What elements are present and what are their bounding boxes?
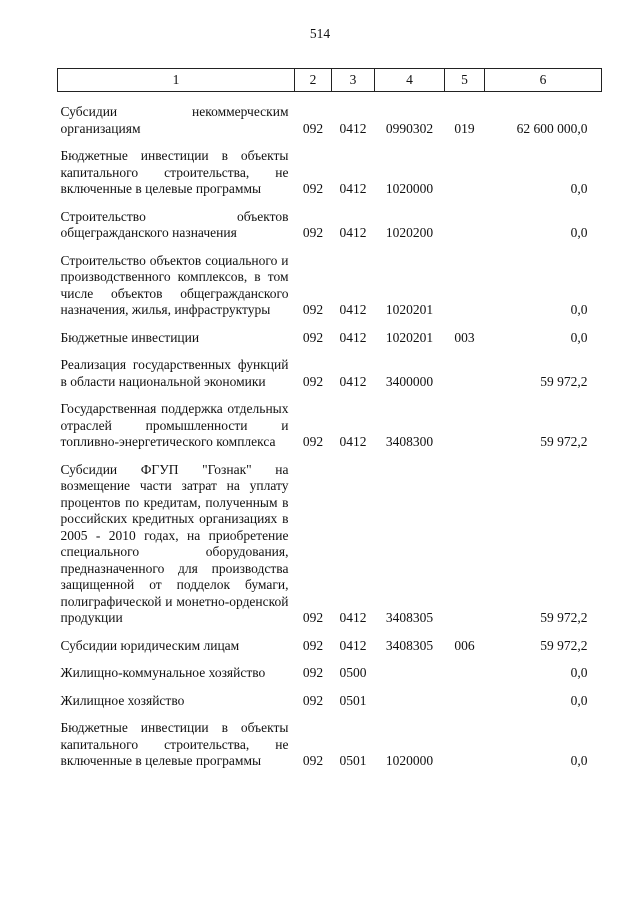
column-header-3: 3 — [332, 69, 375, 92]
row-name: Бюджетные инвестиции — [60, 329, 200, 345]
row-section-code: 0412 — [339, 637, 367, 653]
row-ministry-code: 092 — [302, 329, 324, 345]
row-name: Строительство объектов общегражданского назначения — [60, 208, 289, 240]
row-amount: 0,0 — [570, 302, 588, 317]
row-name: Жилищно-коммунальное хозяйство — [60, 665, 266, 680]
table-row — [58, 682, 602, 710]
page-number: 514 — [309, 26, 331, 41]
row-name: Субсидии юридическим лицам — [60, 637, 240, 653]
table-row — [58, 627, 602, 655]
row-amount: 62 600 000,0 — [516, 120, 588, 136]
row-section-code: 0501 — [339, 753, 367, 768]
row-name: Бюджетные инвестиции в объекты капитального строительства, не включенные в целевые программы — [60, 720, 289, 768]
table-header — [58, 69, 602, 92]
row-name: Строительство объектов социального и производственного комплексов, в том числе объектов общегражданского назначения, жилья, инфраструктуры — [60, 252, 289, 317]
column-header-2: 2 — [295, 69, 332, 92]
table-body — [58, 92, 602, 770]
row-ministry-code: 092 — [302, 753, 324, 768]
row-amount: 59 972,2 — [540, 610, 588, 625]
row-name: Бюджетные инвестиции в объекты капитального строительства, не включенные в целевые программы — [60, 148, 289, 196]
row-target-code: 1020201 — [385, 302, 434, 317]
table-row — [58, 198, 602, 242]
row-type-code — [445, 682, 485, 710]
row-target-code: 0990302 — [385, 120, 434, 136]
row-type-code — [445, 451, 485, 627]
row-target-code: 1020200 — [385, 225, 434, 240]
row-target-code: 1020000 — [385, 753, 434, 768]
row-section-code: 0412 — [339, 181, 367, 196]
row-type-code: 019 — [454, 120, 475, 136]
row-section-code: 0501 — [339, 692, 367, 708]
column-header-4: 4 — [375, 69, 445, 92]
row-section-code: 0412 — [339, 434, 367, 449]
row-ministry-code: 092 — [302, 225, 324, 240]
row-type-code — [445, 242, 485, 319]
column-header-6: 6 — [485, 69, 602, 92]
row-amount: 0,0 — [570, 692, 588, 708]
row-type-code — [445, 198, 485, 242]
row-amount: 0,0 — [570, 225, 588, 240]
row-ministry-code: 092 — [302, 665, 324, 680]
row-target-code: 3408300 — [385, 434, 434, 449]
column-header-1: 1 — [58, 69, 295, 92]
table-row — [58, 390, 602, 451]
row-target-code: 3408305 — [385, 637, 434, 653]
column-header-5: 5 — [445, 69, 485, 92]
row-ministry-code: 092 — [302, 120, 324, 136]
row-section-code: 0412 — [339, 225, 367, 240]
row-ministry-code: 092 — [302, 637, 324, 653]
row-ministry-code: 092 — [302, 302, 324, 317]
row-type-code — [445, 709, 485, 770]
row-section-code: 0412 — [339, 373, 367, 389]
row-target-code: 3400000 — [385, 373, 434, 389]
row-amount: 59 972,2 — [540, 637, 588, 653]
row-section-code: 0412 — [339, 610, 367, 625]
row-section-code: 0412 — [339, 302, 367, 317]
table-row — [58, 242, 602, 319]
row-name: Жилищное хозяйство — [60, 692, 185, 708]
row-section-code: 0500 — [339, 665, 367, 680]
row-target-code — [375, 654, 445, 682]
row-ministry-code: 092 — [302, 181, 324, 196]
row-amount: 0,0 — [570, 753, 588, 768]
table-row — [58, 654, 602, 682]
table-row — [58, 319, 602, 347]
row-name: Субсидии некоммерческим организациям — [60, 104, 289, 136]
row-amount: 0,0 — [570, 181, 588, 196]
row-ministry-code: 092 — [302, 692, 324, 708]
row-type-code — [445, 346, 485, 390]
row-name: Субсидии ФГУП "Гознак" на возмещение части затрат на уплату процентов по кредитам, полученным в российских кредитных организациях в 2005 - 2010 годах, на приобретение специального оборудования, предназначенного для производства защищенной от подделок бумаги, полиграфической и монетно-орденской продукции — [60, 461, 289, 625]
row-type-code — [445, 390, 485, 451]
row-ministry-code: 092 — [302, 610, 324, 625]
budget-table — [57, 68, 602, 770]
row-section-code: 0412 — [339, 329, 367, 345]
table-row — [58, 709, 602, 770]
row-amount: 0,0 — [570, 329, 588, 345]
row-amount: 0,0 — [570, 665, 588, 680]
header-row — [58, 69, 602, 92]
row-type-code: 003 — [454, 329, 475, 345]
row-target-code: 1020201 — [385, 329, 434, 345]
row-type-code — [445, 137, 485, 198]
row-amount: 59 972,2 — [540, 373, 588, 389]
row-type-code: 006 — [454, 637, 475, 653]
row-type-code — [445, 654, 485, 682]
row-target-code: 1020000 — [385, 181, 434, 196]
table-row — [58, 92, 602, 138]
row-target-code — [375, 682, 445, 710]
row-section-code: 0412 — [339, 120, 367, 136]
row-name: Реализация государственных функций в области национальной экономики — [60, 357, 289, 389]
row-target-code: 3408305 — [385, 610, 434, 625]
row-ministry-code: 092 — [302, 373, 324, 389]
table-row — [58, 346, 602, 390]
table-row — [58, 137, 602, 198]
row-amount: 59 972,2 — [540, 434, 588, 449]
table-row — [58, 451, 602, 627]
row-name: Государственная поддержка отдельных отраслей промышленности и топливно-энергетического комплекса — [60, 401, 289, 449]
row-ministry-code: 092 — [302, 434, 324, 449]
